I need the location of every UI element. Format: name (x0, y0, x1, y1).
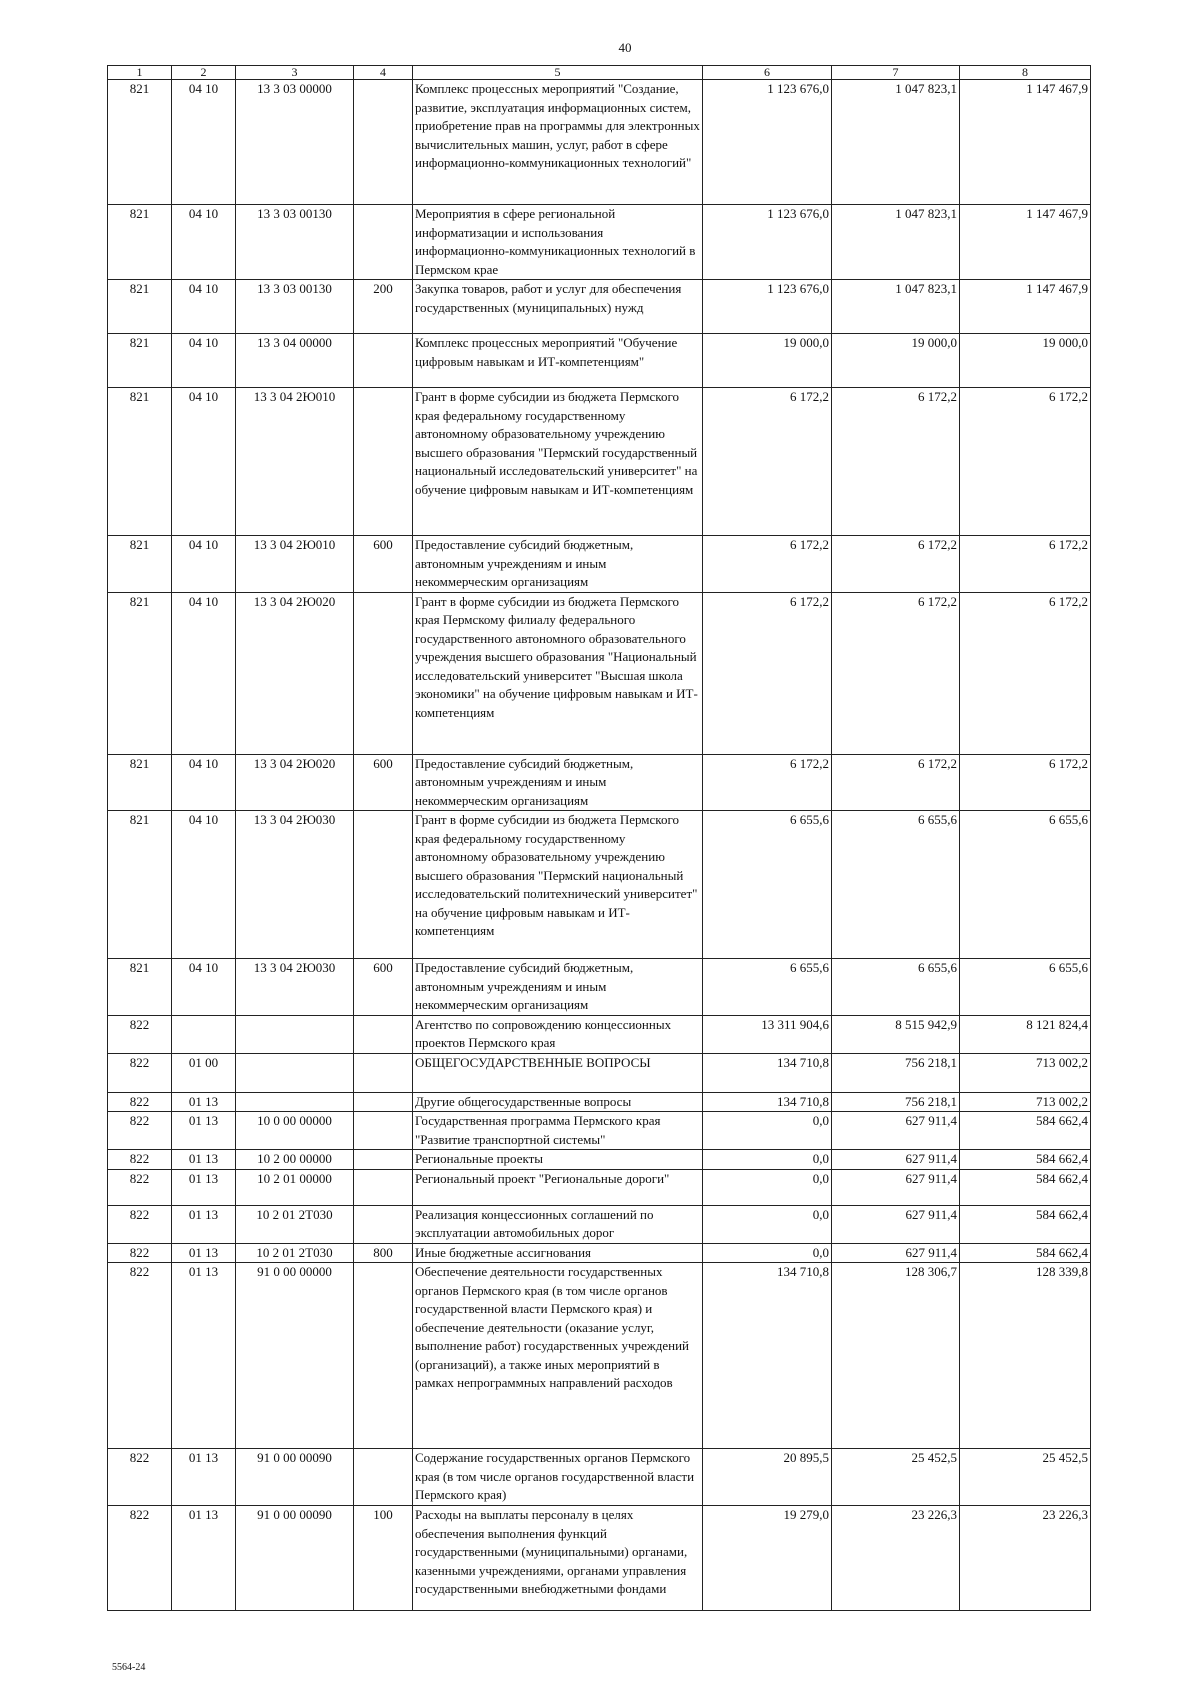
cell-amount-col8: 584 662,4 (960, 1150, 1091, 1170)
cell-admin-code: 821 (108, 280, 172, 334)
cell-amount-col8: 8 121 824,4 (960, 1015, 1091, 1053)
cell-amount-col7: 6 172,2 (832, 536, 960, 593)
cell-admin-code: 822 (108, 1205, 172, 1243)
cell-expense-type (354, 592, 413, 754)
cell-admin-code: 821 (108, 80, 172, 205)
cell-admin-code: 821 (108, 334, 172, 388)
cell-name: Обеспечение деятельности государственных органов Пермского края (в том числе органов государственной власти Пермского края) и обеспечение деятельности (оказание услуг, выполнение работ) государственных учреждений (организаций), а также иных мероприятий в рамках непрограммных направлений расходов (413, 1263, 703, 1449)
cell-amount-col8: 23 226,3 (960, 1506, 1091, 1611)
cell-expense-type (354, 1112, 413, 1150)
cell-name: Закупка товаров, работ и услуг для обеспечения государственных (муниципальных) нужд (413, 280, 703, 334)
table-row (108, 1015, 1091, 1053)
page-number: 40 (618, 40, 632, 55)
cell-expense-type (354, 1092, 413, 1112)
cell-expense-type (354, 1263, 413, 1449)
cell-expense-type (354, 334, 413, 388)
cell-target-article: 13 3 04 2Ю020 (236, 592, 354, 754)
cell-amount-col6: 134 710,8 (703, 1263, 832, 1449)
cell-amount-col8: 128 339,8 (960, 1263, 1091, 1449)
col-header: 3 (236, 66, 354, 80)
cell-amount-col6: 6 655,6 (703, 811, 832, 959)
table-row (108, 280, 1091, 334)
cell-expense-type (354, 80, 413, 205)
cell-amount-col8: 6 172,2 (960, 754, 1091, 811)
table-row (108, 1150, 1091, 1170)
cell-admin-code: 822 (108, 1112, 172, 1150)
cell-amount-col7: 756 218,1 (832, 1092, 960, 1112)
cell-expense-type: 200 (354, 280, 413, 334)
cell-amount-col7: 756 218,1 (832, 1053, 960, 1092)
cell-admin-code: 822 (108, 1506, 172, 1611)
table-row (108, 1092, 1091, 1112)
cell-target-article: 13 3 03 00130 (236, 280, 354, 334)
table-body (108, 80, 1091, 1611)
cell-target-article: 91 0 00 00090 (236, 1506, 354, 1611)
cell-target-article: 13 3 04 2Ю020 (236, 754, 354, 811)
cell-amount-col7: 25 452,5 (832, 1449, 960, 1506)
cell-section: 04 10 (172, 334, 236, 388)
cell-admin-code: 822 (108, 1092, 172, 1112)
cell-amount-col7: 6 655,6 (832, 959, 960, 1016)
cell-section: 01 13 (172, 1205, 236, 1243)
header-row (108, 66, 1091, 80)
cell-expense-type: 100 (354, 1506, 413, 1611)
cell-amount-col8: 1 147 467,9 (960, 280, 1091, 334)
cell-amount-col8: 19 000,0 (960, 334, 1091, 388)
cell-admin-code: 821 (108, 754, 172, 811)
cell-name: Грант в форме субсидии из бюджета Пермского края федеральному государственному автономному образовательному учреждению высшего образования "Пермский государственный национальный исследовательский университет" на обучение цифровым навыкам и ИТ-компетенциям (413, 388, 703, 536)
cell-section: 01 13 (172, 1150, 236, 1170)
cell-section: 01 13 (172, 1092, 236, 1112)
cell-amount-col7: 627 911,4 (832, 1243, 960, 1263)
cell-name: Грант в форме субсидии из бюджета Пермского края федеральному государственному автономному образовательному учреждению высшего образования "Пермский национальный исследовательский политехнический университет" на обучение цифровым навыкам и ИТ-компетенциям (413, 811, 703, 959)
cell-amount-col7: 23 226,3 (832, 1506, 960, 1611)
cell-amount-col8: 713 002,2 (960, 1092, 1091, 1112)
table-row (108, 536, 1091, 593)
cell-section: 01 13 (172, 1449, 236, 1506)
cell-expense-type: 600 (354, 536, 413, 593)
cell-target-article: 10 0 00 00000 (236, 1112, 354, 1150)
cell-amount-col6: 6 172,2 (703, 536, 832, 593)
cell-name: Другие общегосударственные вопросы (413, 1092, 703, 1112)
cell-amount-col6: 13 311 904,6 (703, 1015, 832, 1053)
cell-target-article: 13 3 04 2Ю030 (236, 811, 354, 959)
cell-admin-code: 821 (108, 536, 172, 593)
cell-amount-col8: 6 655,6 (960, 959, 1091, 1016)
cell-section: 01 13 (172, 1169, 236, 1205)
cell-target-article: 91 0 00 00090 (236, 1449, 354, 1506)
cell-amount-col7: 1 047 823,1 (832, 280, 960, 334)
cell-name: Государственная программа Пермского края "Развитие транспортной системы" (413, 1112, 703, 1150)
cell-name: Реализация концессионных соглашений по эксплуатации автомобильных дорог (413, 1205, 703, 1243)
cell-amount-col8: 1 147 467,9 (960, 80, 1091, 205)
cell-admin-code: 821 (108, 205, 172, 280)
cell-target-article: 10 2 01 2Т030 (236, 1205, 354, 1243)
cell-section: 04 10 (172, 205, 236, 280)
col-header: 8 (960, 66, 1091, 80)
cell-section: 01 13 (172, 1506, 236, 1611)
cell-amount-col8: 584 662,4 (960, 1205, 1091, 1243)
table-row (108, 1205, 1091, 1243)
cell-amount-col8: 6 655,6 (960, 811, 1091, 959)
cell-amount-col6: 0,0 (703, 1112, 832, 1150)
cell-amount-col8: 6 172,2 (960, 592, 1091, 754)
cell-target-article: 13 3 04 2Ю030 (236, 959, 354, 1016)
cell-expense-type (354, 1015, 413, 1053)
cell-section: 01 00 (172, 1053, 236, 1092)
cell-target-article: 13 3 04 2Ю010 (236, 388, 354, 536)
cell-amount-col6: 6 172,2 (703, 754, 832, 811)
table-row (108, 959, 1091, 1016)
table-row (108, 1449, 1091, 1506)
table-row (108, 1112, 1091, 1150)
cell-amount-col8: 584 662,4 (960, 1243, 1091, 1263)
cell-target-article: 13 3 03 00130 (236, 205, 354, 280)
cell-admin-code: 822 (108, 1449, 172, 1506)
cell-name: Региональный проект "Региональные дороги" (413, 1169, 703, 1205)
col-header: 4 (354, 66, 413, 80)
cell-name: Комплекс процессных мероприятий "Обучение цифровым навыкам и ИТ-компетенциям" (413, 334, 703, 388)
cell-expense-type (354, 1205, 413, 1243)
cell-section: 04 10 (172, 280, 236, 334)
cell-amount-col6: 6 172,2 (703, 388, 832, 536)
table-row (108, 1053, 1091, 1092)
cell-amount-col6: 1 123 676,0 (703, 280, 832, 334)
cell-name: Предоставление субсидий бюджетным, автономным учреждениям и иным некоммерческим организациям (413, 959, 703, 1016)
cell-target-article: 13 3 03 00000 (236, 80, 354, 205)
cell-expense-type (354, 205, 413, 280)
col-header: 7 (832, 66, 960, 80)
cell-expense-type (354, 1053, 413, 1092)
cell-amount-col6: 134 710,8 (703, 1092, 832, 1112)
cell-name: Комплекс процессных мероприятий "Создание, развитие, эксплуатация информационных систем, приобретение прав на программы для электронных вычислительных машин, услуг, работ в сфере информационно-коммуникационных технологий" (413, 80, 703, 205)
cell-section: 01 13 (172, 1243, 236, 1263)
cell-expense-type (354, 811, 413, 959)
cell-amount-col8: 6 172,2 (960, 388, 1091, 536)
cell-amount-col7: 627 911,4 (832, 1150, 960, 1170)
cell-section: 01 13 (172, 1112, 236, 1150)
cell-section (172, 1015, 236, 1053)
col-header: 5 (413, 66, 703, 80)
table-row (108, 1506, 1091, 1611)
table-row (108, 388, 1091, 536)
cell-amount-col7: 6 172,2 (832, 592, 960, 754)
col-header: 2 (172, 66, 236, 80)
cell-amount-col6: 0,0 (703, 1150, 832, 1170)
cell-amount-col6: 0,0 (703, 1169, 832, 1205)
cell-target-article (236, 1092, 354, 1112)
cell-section: 04 10 (172, 754, 236, 811)
cell-target-article: 10 2 01 00000 (236, 1169, 354, 1205)
cell-amount-col6: 19 279,0 (703, 1506, 832, 1611)
cell-section: 01 13 (172, 1263, 236, 1449)
cell-amount-col7: 6 172,2 (832, 754, 960, 811)
cell-amount-col7: 19 000,0 (832, 334, 960, 388)
cell-amount-col6: 6 655,6 (703, 959, 832, 1016)
cell-name: Иные бюджетные ассигнования (413, 1243, 703, 1263)
cell-admin-code: 822 (108, 1150, 172, 1170)
cell-name: Грант в форме субсидии из бюджета Пермского края Пермскому филиалу федерального государственного автономного образовательного учреждения высшего образования "Национальный исследовательский университет "Высшая школа экономики" на обучение цифровым навыкам и ИТ-компетенциям (413, 592, 703, 754)
cell-amount-col7: 627 911,4 (832, 1112, 960, 1150)
cell-amount-col6: 0,0 (703, 1205, 832, 1243)
cell-amount-col6: 6 172,2 (703, 592, 832, 754)
cell-name: Агентство по сопровождению концессионных проектов Пермского края (413, 1015, 703, 1053)
cell-expense-type (354, 388, 413, 536)
document-code: 5564-24 (112, 1662, 146, 1673)
cell-expense-type (354, 1449, 413, 1506)
cell-name: Предоставление субсидий бюджетным, автономным учреждениям и иным некоммерческим организациям (413, 536, 703, 593)
table-row (108, 334, 1091, 388)
cell-amount-col7: 8 515 942,9 (832, 1015, 960, 1053)
cell-expense-type (354, 1169, 413, 1205)
cell-target-article (236, 1053, 354, 1092)
cell-section: 04 10 (172, 592, 236, 754)
cell-amount-col6: 1 123 676,0 (703, 205, 832, 280)
cell-admin-code: 822 (108, 1263, 172, 1449)
cell-section: 04 10 (172, 959, 236, 1016)
cell-amount-col6: 19 000,0 (703, 334, 832, 388)
cell-amount-col8: 6 172,2 (960, 536, 1091, 593)
table-row (108, 1169, 1091, 1205)
table-row (108, 592, 1091, 754)
cell-admin-code: 822 (108, 1243, 172, 1263)
cell-section: 04 10 (172, 811, 236, 959)
cell-target-article: 10 2 01 2Т030 (236, 1243, 354, 1263)
cell-section: 04 10 (172, 536, 236, 593)
table-row (108, 1263, 1091, 1449)
cell-amount-col7: 128 306,7 (832, 1263, 960, 1449)
cell-admin-code: 821 (108, 959, 172, 1016)
cell-amount-col7: 1 047 823,1 (832, 80, 960, 205)
cell-admin-code: 821 (108, 592, 172, 754)
cell-target-article: 91 0 00 00000 (236, 1263, 354, 1449)
cell-amount-col8: 584 662,4 (960, 1169, 1091, 1205)
table-row (108, 1243, 1091, 1263)
cell-expense-type: 600 (354, 959, 413, 1016)
cell-amount-col8: 713 002,2 (960, 1053, 1091, 1092)
cell-amount-col6: 1 123 676,0 (703, 80, 832, 205)
table-row (108, 811, 1091, 959)
cell-section: 04 10 (172, 80, 236, 205)
cell-name: ОБЩЕГОСУДАРСТВЕННЫЕ ВОПРОСЫ (413, 1053, 703, 1092)
cell-name: Содержание государственных органов Пермского края (в том числе органов государственной власти Пермского края) (413, 1449, 703, 1506)
cell-name: Мероприятия в сфере региональной информатизации и использования информационно-коммуникационных технологий в Пермском крае (413, 205, 703, 280)
cell-amount-col6: 0,0 (703, 1243, 832, 1263)
cell-amount-col6: 134 710,8 (703, 1053, 832, 1092)
cell-amount-col6: 20 895,5 (703, 1449, 832, 1506)
cell-admin-code: 821 (108, 811, 172, 959)
cell-target-article: 10 2 00 00000 (236, 1150, 354, 1170)
cell-amount-col8: 584 662,4 (960, 1112, 1091, 1150)
cell-admin-code: 821 (108, 388, 172, 536)
cell-name: Расходы на выплаты персоналу в целях обеспечения выполнения функций государственными (муниципальными) органами, казенными учреждениями, органами управления государственными внебюджетными фондами (413, 1506, 703, 1611)
cell-target-article: 13 3 04 00000 (236, 334, 354, 388)
cell-expense-type (354, 1150, 413, 1170)
table-row (108, 754, 1091, 811)
cell-admin-code: 822 (108, 1015, 172, 1053)
cell-target-article (236, 1015, 354, 1053)
table-row (108, 80, 1091, 205)
cell-expense-type: 800 (354, 1243, 413, 1263)
cell-admin-code: 822 (108, 1169, 172, 1205)
cell-amount-col7: 627 911,4 (832, 1205, 960, 1243)
cell-amount-col8: 1 147 467,9 (960, 205, 1091, 280)
budget-table (107, 65, 1091, 1611)
col-header: 1 (108, 66, 172, 80)
col-header: 6 (703, 66, 832, 80)
cell-amount-col7: 6 172,2 (832, 388, 960, 536)
cell-amount-col7: 6 655,6 (832, 811, 960, 959)
cell-name: Предоставление субсидий бюджетным, автономным учреждениям и иным некоммерческим организациям (413, 754, 703, 811)
table-row (108, 205, 1091, 280)
cell-amount-col7: 1 047 823,1 (832, 205, 960, 280)
cell-expense-type: 600 (354, 754, 413, 811)
cell-target-article: 13 3 04 2Ю010 (236, 536, 354, 593)
cell-section: 04 10 (172, 388, 236, 536)
cell-amount-col8: 25 452,5 (960, 1449, 1091, 1506)
cell-name: Региональные проекты (413, 1150, 703, 1170)
cell-admin-code: 822 (108, 1053, 172, 1092)
cell-amount-col7: 627 911,4 (832, 1169, 960, 1205)
